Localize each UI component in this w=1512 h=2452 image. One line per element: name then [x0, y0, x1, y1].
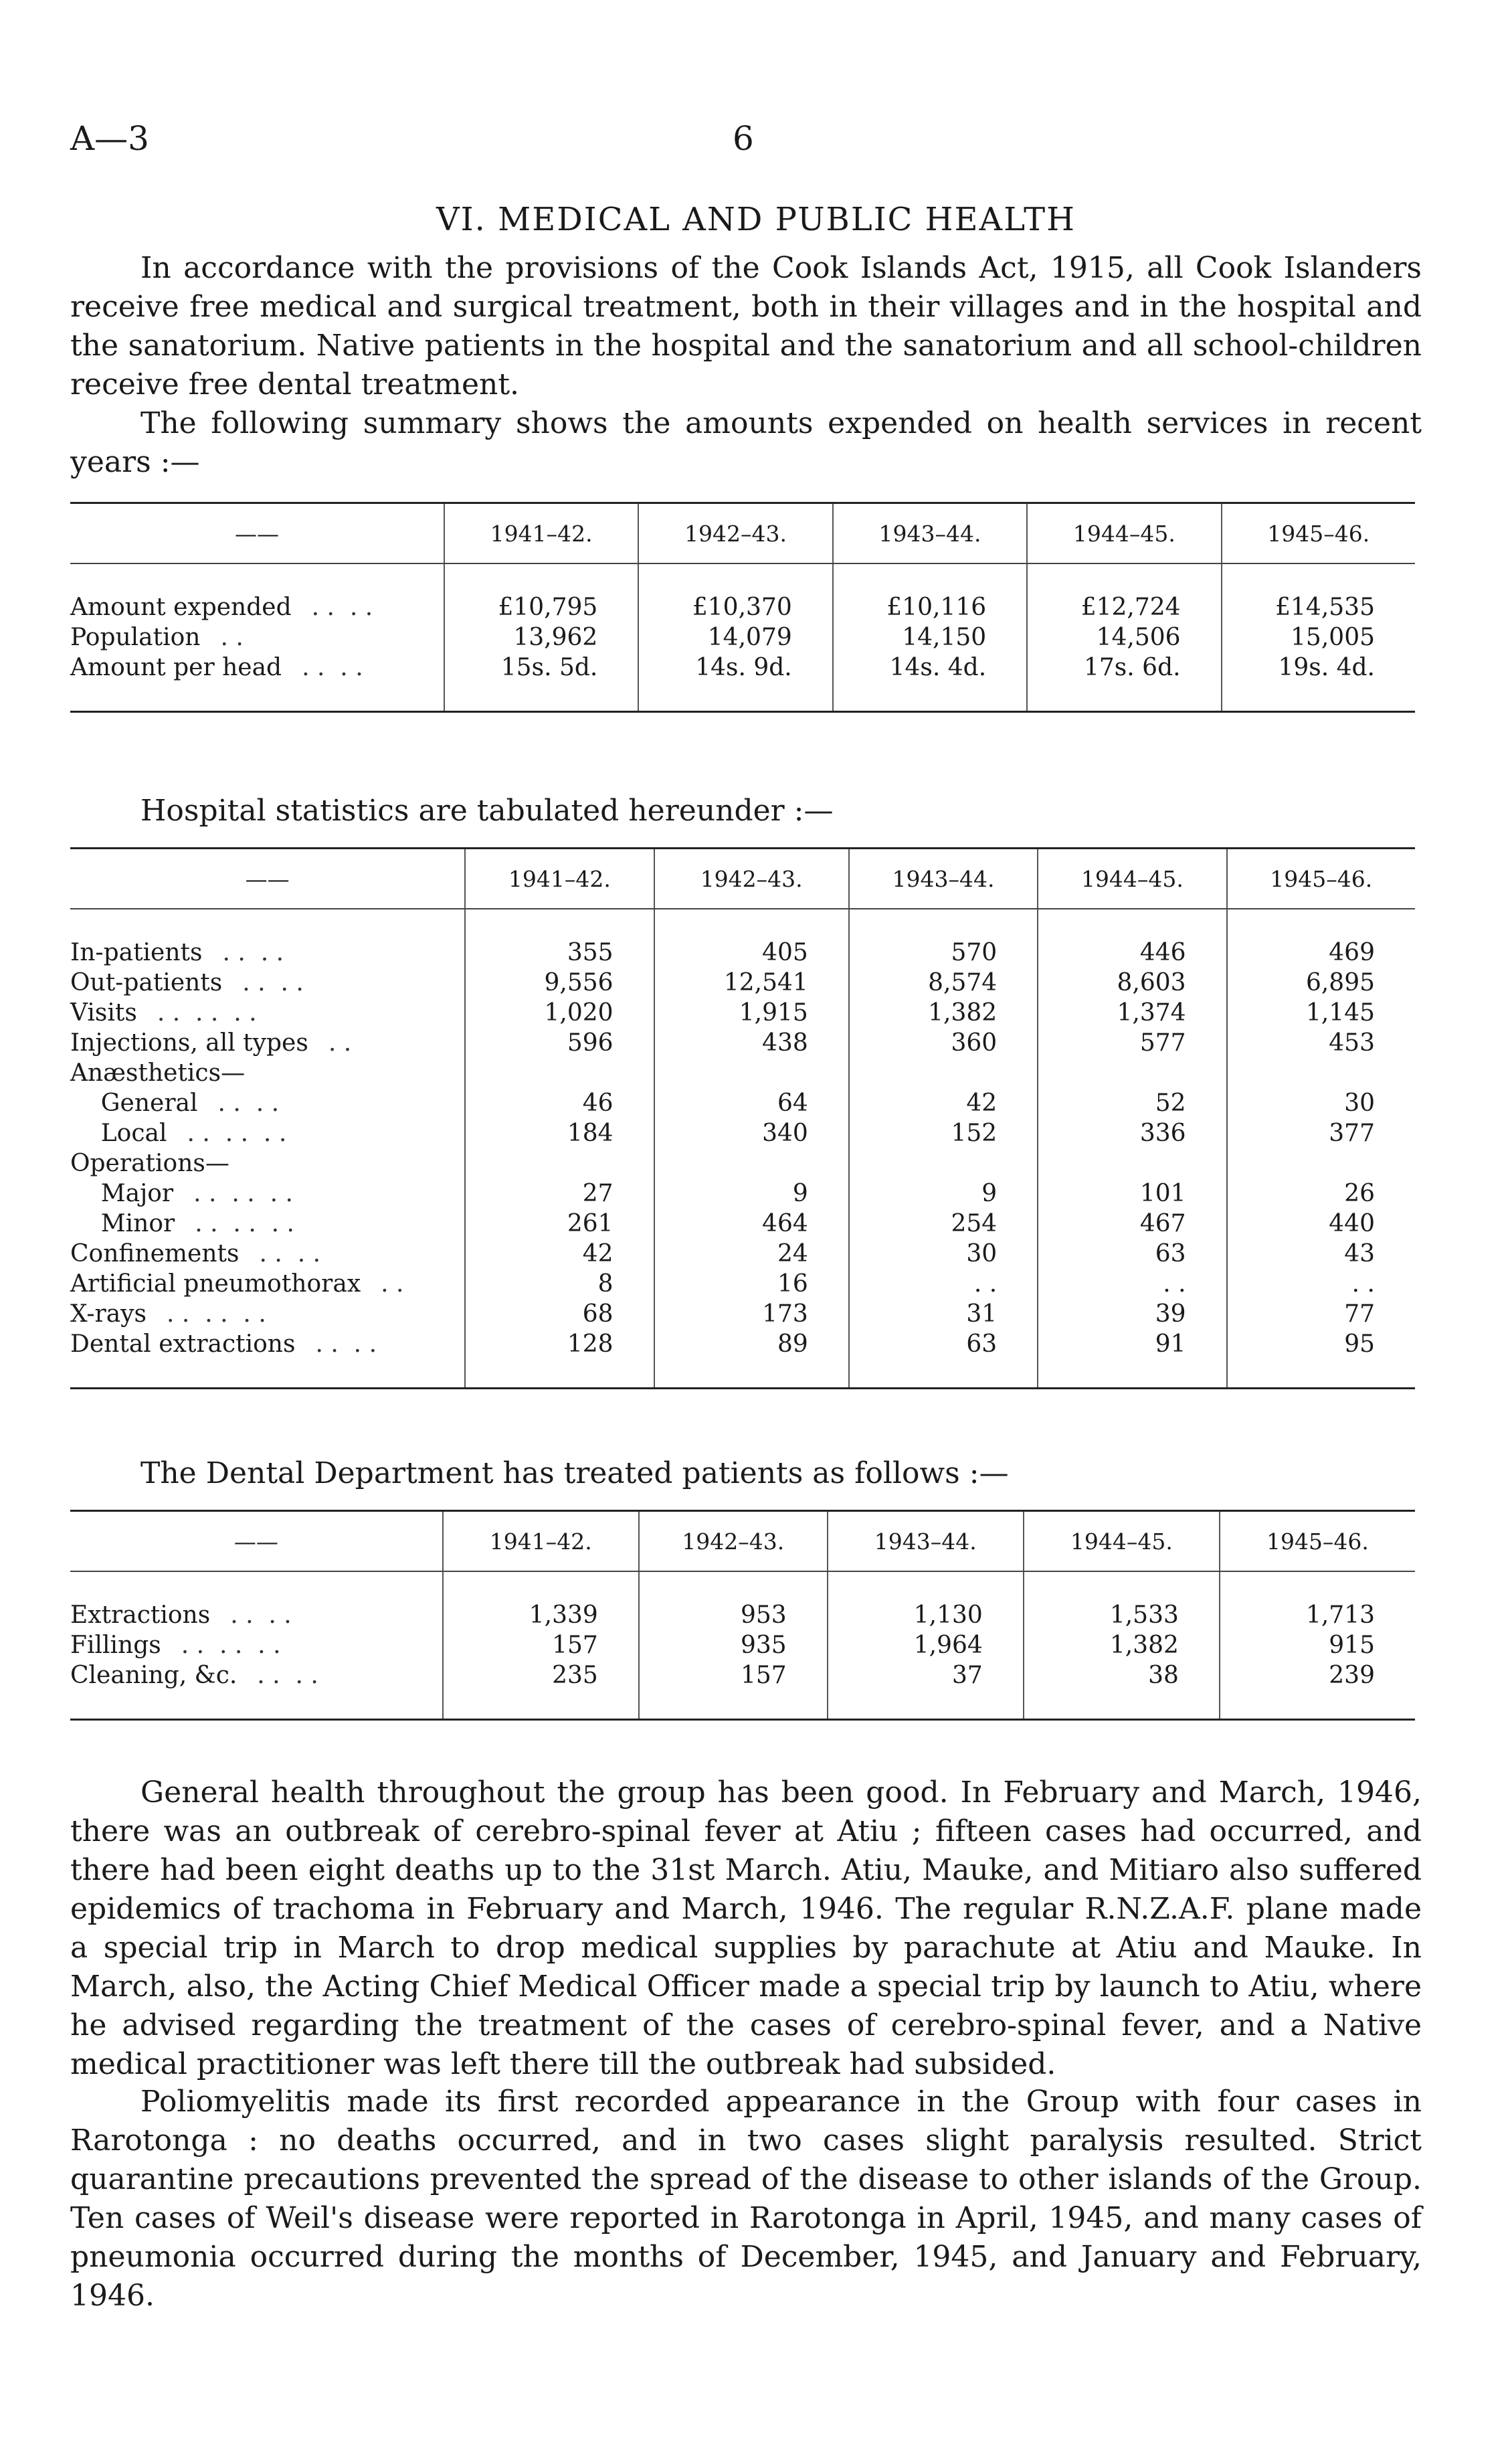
table-row [70, 1028, 1415, 1058]
table-spacer-cell [638, 683, 832, 712]
table-spacer-cell [833, 683, 1027, 712]
table-cell: 8,603 [1038, 968, 1226, 998]
table-cell: 377 [1227, 1118, 1415, 1148]
row-leader-dots: . . . . . . [167, 1300, 266, 1328]
table-cell: 157 [639, 1660, 828, 1690]
row-label [70, 1329, 465, 1359]
row-label [70, 652, 444, 683]
table-cell: 1,915 [654, 998, 849, 1028]
table-cell: . . [1227, 1269, 1415, 1299]
year-header: 1941–42. [465, 849, 654, 909]
table-cell [849, 1058, 1038, 1088]
row-label [70, 968, 465, 998]
table-row [70, 1178, 1415, 1209]
table-corner: —— [70, 1511, 443, 1572]
table-cell [1038, 1148, 1226, 1178]
row-label [70, 1118, 465, 1148]
table-cell [1227, 1058, 1415, 1088]
table-cell: 1,713 [1220, 1600, 1415, 1630]
table-header-row [70, 849, 1415, 909]
year-header: 1945–46. [1222, 503, 1415, 564]
table-spacer-cell [1027, 683, 1221, 712]
table-header-row [70, 1511, 1415, 1572]
table-row [70, 1269, 1415, 1299]
table-spacer-cell [1220, 1571, 1415, 1600]
row-leader-dots: . . . . . . [195, 1210, 294, 1237]
table-spacer-cell [1024, 1571, 1220, 1600]
table-cell [654, 1148, 849, 1178]
row-leader-dots: . . . . [311, 594, 373, 621]
table-row [70, 1239, 1415, 1269]
row-label-text: Amount per head [70, 654, 282, 681]
table-cell: 30 [1227, 1088, 1415, 1118]
table-cell: 1,533 [1024, 1600, 1220, 1630]
table-spacer-cell [443, 1690, 639, 1720]
table-row [70, 1660, 1415, 1690]
table-cell: 915 [1220, 1630, 1415, 1660]
row-leader-dots: . . . . [302, 654, 363, 681]
table-row [70, 998, 1415, 1028]
hospital-table-body [70, 909, 1415, 1389]
row-label [70, 592, 444, 622]
table-spacer-cell [833, 563, 1027, 592]
table-row [70, 938, 1415, 968]
table-cell: 1,964 [828, 1630, 1024, 1660]
year-header: 1941–42. [444, 503, 638, 564]
table-spacer-cell [444, 683, 638, 712]
table-cell: 91 [1038, 1329, 1226, 1359]
table-cell: 570 [849, 938, 1038, 968]
row-label [70, 1058, 465, 1088]
hospital-table [70, 847, 1415, 1389]
table-cell: 52 [1038, 1088, 1226, 1118]
table-spacer-row [70, 1690, 1415, 1720]
table-cell: 1,130 [828, 1600, 1024, 1630]
table-row [70, 1209, 1415, 1239]
row-leader-dots: . . . . [259, 1240, 321, 1267]
year-header: 1943–44. [849, 849, 1038, 909]
intro-paragraph-2: The following summary shows the amounts expended on health services in recent years :— [70, 406, 1422, 479]
year-header: 1945–46. [1227, 849, 1415, 909]
table-cell: 95 [1227, 1329, 1415, 1359]
table-cell: 31 [849, 1299, 1038, 1329]
table-spacer-cell [654, 909, 849, 938]
table-cell: 9 [849, 1178, 1038, 1209]
table-cell: 42 [849, 1088, 1038, 1118]
table-cell: 261 [465, 1209, 654, 1239]
table-row [70, 968, 1415, 998]
row-label-text: X-rays [70, 1300, 147, 1328]
row-label-text: Minor [70, 1210, 175, 1237]
year-header: 1942–43. [639, 1511, 828, 1572]
table-cell: . . [1038, 1269, 1226, 1299]
table-cell: 254 [849, 1209, 1038, 1239]
table-cell: 152 [849, 1118, 1038, 1148]
table-cell: 68 [465, 1299, 654, 1329]
row-label-text: Fillings [70, 1632, 161, 1659]
row-label-text: Major [70, 1180, 174, 1207]
table-cell: £12,724 [1027, 592, 1221, 622]
row-leader-dots: . . . . [222, 939, 284, 966]
row-leader-dots: . . . . [230, 1601, 292, 1629]
table-spacer-cell [1222, 563, 1415, 592]
table-spacer-cell [638, 563, 832, 592]
table-spacer-cell [828, 1571, 1024, 1600]
table-spacer-cell [639, 1571, 828, 1600]
row-label [70, 1148, 465, 1178]
table-cell: 8,574 [849, 968, 1038, 998]
table-row [70, 1058, 1415, 1088]
row-leader-dots: . . [381, 1270, 404, 1298]
table-spacer-row [70, 683, 1415, 712]
table-cell: 355 [465, 938, 654, 968]
table-row [70, 1088, 1415, 1118]
dental-table-body [70, 1571, 1415, 1720]
table-cell [849, 1148, 1038, 1178]
expenditure-table [70, 502, 1415, 713]
dental-caption: The Dental Department has treated patients as follows :— [140, 1456, 1009, 1490]
table-cell: 17s. 6d. [1027, 652, 1221, 683]
row-label-text: Amount expended [70, 594, 292, 621]
table-cell: 128 [465, 1329, 654, 1359]
table-cell: £10,370 [638, 592, 832, 622]
table-row [70, 1118, 1415, 1148]
row-label [70, 1239, 465, 1269]
table-cell: £10,795 [444, 592, 638, 622]
table-cell: 37 [828, 1660, 1024, 1690]
table-spacer-cell [70, 1690, 443, 1720]
row-leader-dots: . . [220, 624, 244, 651]
table-spacer-cell [70, 909, 465, 938]
table-spacer-row [70, 1359, 1415, 1389]
table-cell: 235 [443, 1660, 639, 1690]
year-header: 1944–45. [1027, 503, 1221, 564]
table-cell: 19s. 4d. [1222, 652, 1415, 683]
table-cell: 101 [1038, 1178, 1226, 1209]
table-cell: £14,535 [1222, 592, 1415, 622]
dental-table [70, 1510, 1415, 1721]
table-spacer-cell [1038, 1359, 1226, 1389]
row-leader-dots: . . [328, 1029, 352, 1057]
year-header: 1945–46. [1220, 1511, 1415, 1572]
table-cell: 453 [1227, 1028, 1415, 1058]
row-label-text: Extractions [70, 1601, 211, 1629]
table-cell: 13,962 [444, 622, 638, 652]
row-label-text: General [70, 1089, 198, 1117]
table-cell: 43 [1227, 1239, 1415, 1269]
table-cell: £10,116 [833, 592, 1027, 622]
table-cell: 953 [639, 1600, 828, 1630]
table-cell: 8 [465, 1269, 654, 1299]
table-cell: 9,556 [465, 968, 654, 998]
row-label [70, 1269, 465, 1299]
table-cell: 1,145 [1227, 998, 1415, 1028]
section-code: A—3 [70, 119, 149, 158]
table-cell: 15,005 [1222, 622, 1415, 652]
table-cell: 14,079 [638, 622, 832, 652]
row-leader-dots: . . . . . . [181, 1632, 281, 1659]
row-label-text: Population [70, 624, 201, 651]
table-spacer-cell [639, 1690, 828, 1720]
table-cell: 12,541 [654, 968, 849, 998]
row-label-text: Operations— [70, 1150, 229, 1177]
section-title: VI. MEDICAL AND PUBLIC HEALTH [436, 201, 1076, 238]
table-spacer-cell [443, 1571, 639, 1600]
table-spacer-cell [1227, 1359, 1415, 1389]
table-cell: 405 [654, 938, 849, 968]
table-spacer-cell [444, 563, 638, 592]
row-label-text: In-patients [70, 939, 203, 966]
table-header-row [70, 503, 1415, 564]
row-leader-dots: . . . . [242, 969, 304, 996]
row-label [70, 998, 465, 1028]
row-leader-dots: . . . . [257, 1662, 318, 1689]
year-header: 1942–43. [654, 849, 849, 909]
table-row [70, 652, 1415, 683]
table-spacer-cell [1220, 1690, 1415, 1720]
table-cell: 6,895 [1227, 968, 1415, 998]
table-cell: 46 [465, 1088, 654, 1118]
table-cell [1227, 1148, 1415, 1178]
row-leader-dots: . . . . [217, 1089, 280, 1117]
table-cell: 446 [1038, 938, 1226, 968]
year-header: 1943–44. [828, 1511, 1024, 1572]
year-header: 1942–43. [638, 503, 832, 564]
table-spacer-cell [1038, 909, 1226, 938]
table-spacer-cell [1227, 909, 1415, 938]
table-cell: 63 [1038, 1239, 1226, 1269]
table-cell [465, 1058, 654, 1088]
table-cell: 336 [1038, 1118, 1226, 1148]
table-cell: 38 [1024, 1660, 1220, 1690]
year-header: 1943–44. [833, 503, 1027, 564]
table-cell: 16 [654, 1269, 849, 1299]
row-leader-dots: . . . . [315, 1330, 377, 1358]
row-leader-dots: . . . . . . [157, 999, 257, 1027]
table-cell: 27 [465, 1178, 654, 1209]
row-label-text: Dental extractions [70, 1330, 296, 1358]
table-cell: 26 [1227, 1178, 1415, 1209]
table-cell: 935 [639, 1630, 828, 1660]
table-spacer-cell [654, 1359, 849, 1389]
year-header: 1941–42. [443, 1511, 639, 1572]
table-cell: 360 [849, 1028, 1038, 1058]
row-label [70, 1028, 465, 1058]
table-cell [654, 1058, 849, 1088]
row-leader-dots: . . . . . . [187, 1120, 287, 1147]
table-spacer-cell [70, 1571, 443, 1600]
table-row [70, 1630, 1415, 1660]
table-cell: 239 [1220, 1660, 1415, 1690]
table-cell: . . [849, 1269, 1038, 1299]
table-cell: 1,382 [1024, 1630, 1220, 1660]
table-row [70, 1299, 1415, 1329]
row-label-text: Local [70, 1120, 167, 1147]
table-corner: —— [70, 503, 444, 564]
table-spacer-cell [465, 909, 654, 938]
table-spacer-row [70, 909, 1415, 938]
table-cell: 157 [443, 1630, 639, 1660]
row-leader-dots: . . . . . . [193, 1180, 293, 1207]
table-cell: 440 [1227, 1209, 1415, 1239]
table-row [70, 1329, 1415, 1359]
row-label [70, 622, 444, 652]
row-label [70, 1630, 443, 1660]
table-row [70, 1600, 1415, 1630]
table-spacer-cell [849, 1359, 1038, 1389]
table-cell: 173 [654, 1299, 849, 1329]
table-cell: 42 [465, 1239, 654, 1269]
table-cell: 77 [1227, 1299, 1415, 1329]
table-cell: 1,020 [465, 998, 654, 1028]
table-row [70, 592, 1415, 622]
row-label [70, 1299, 465, 1329]
table-cell: 14,150 [833, 622, 1027, 652]
table-corner: —— [70, 849, 465, 909]
row-label-text: Anæsthetics— [70, 1059, 246, 1087]
table-cell: 464 [654, 1209, 849, 1239]
table-spacer-row [70, 563, 1415, 592]
table-spacer-cell [70, 1359, 465, 1389]
year-header: 1944–45. [1024, 1511, 1220, 1572]
intro-paragraph-1: In accordance with the provisions of the Cook Islands Act, 1915, all Cook Islanders receive free medical and surgical treatment, both in their villages and in the hospital and the sanatorium. Native patients in the hospital and the sanatorium and all school-children receive free dental treatment. [70, 251, 1422, 402]
table-spacer-cell [1222, 683, 1415, 712]
table-cell: 14s. 9d. [638, 652, 832, 683]
table-cell [465, 1148, 654, 1178]
table-spacer-cell [70, 563, 444, 592]
table-cell: 340 [654, 1118, 849, 1148]
table-cell: 438 [654, 1028, 849, 1058]
row-label-text: Artificial pneumothorax [70, 1270, 361, 1298]
table-cell: 24 [654, 1239, 849, 1269]
row-label [70, 1178, 465, 1209]
table-cell: 30 [849, 1239, 1038, 1269]
table-cell: 1,339 [443, 1600, 639, 1630]
row-label [70, 938, 465, 968]
table-cell: 596 [465, 1028, 654, 1058]
row-label-text: Cleaning, &c. [70, 1662, 238, 1689]
table-cell: 184 [465, 1118, 654, 1148]
row-label-text: Injections, all types [70, 1029, 308, 1057]
table-cell: 89 [654, 1329, 849, 1359]
table-cell: 64 [654, 1088, 849, 1118]
table-cell: 14,506 [1027, 622, 1221, 652]
table-cell [1038, 1058, 1226, 1088]
row-label-text: Out-patients [70, 969, 223, 996]
table-spacer-cell [1024, 1690, 1220, 1720]
expenditure-table-body [70, 563, 1415, 712]
row-label [70, 1088, 465, 1118]
table-row [70, 622, 1415, 652]
hospital-caption: Hospital statistics are tabulated hereunder :— [140, 794, 834, 828]
table-cell: 14s. 4d. [833, 652, 1027, 683]
table-spacer-cell [849, 909, 1038, 938]
row-label-text: Visits [70, 999, 137, 1027]
table-spacer-cell [465, 1359, 654, 1389]
table-cell: 1,374 [1038, 998, 1226, 1028]
table-cell: 39 [1038, 1299, 1226, 1329]
table-cell: 469 [1227, 938, 1415, 968]
page-number: 6 [733, 119, 754, 158]
row-label-text: Confinements [70, 1240, 240, 1267]
row-label [70, 1209, 465, 1239]
table-spacer-row [70, 1571, 1415, 1600]
table-cell: 63 [849, 1329, 1038, 1359]
table-row [70, 1148, 1415, 1178]
table-cell: 1,382 [849, 998, 1038, 1028]
closing-paragraph-2: Poliomyelitis made its first recorded appearance in the Group with four cases in Rarotonga : no deaths occurred, and in two cases slight paralysis resulted. Strict quarantine precautions prevented the spread of the disease to other islands of the Group. Ten cases of Weil's disease were reported in Rarotonga in April, 1945, and many cases of pneumonia occurred during the months of December, 1945, and January and February, 1946. [70, 2085, 1422, 2313]
table-cell: 15s. 5d. [444, 652, 638, 683]
table-cell: 9 [654, 1178, 849, 1209]
year-header: 1944–45. [1038, 849, 1226, 909]
row-label [70, 1660, 443, 1690]
table-spacer-cell [1027, 563, 1221, 592]
table-cell: 577 [1038, 1028, 1226, 1058]
table-spacer-cell [828, 1690, 1024, 1720]
table-cell: 467 [1038, 1209, 1226, 1239]
row-label [70, 1600, 443, 1630]
closing-paragraph-1: General health throughout the group has been good. In February and March, 1946, there was an outbreak of cerebro-spinal fever at Atiu ; fifteen cases had occurred, and there had been eight deaths up to the 31st March. Atiu, Mauke, and Mitiaro also suffered epidemics of trachoma in February and March, 1946. The regular R.N.Z.A.F. plane made a special trip in March to drop medical supplies by parachute at Atiu and Mauke. In March, also, the Acting Chief Medical Officer made a special trip by launch to Atiu, where he advised regarding the treatment of the cases of cerebro-spinal fever, and a Native medical practitioner was left there till the outbreak had subsided. [70, 1775, 1422, 2081]
table-spacer-cell [70, 683, 444, 712]
